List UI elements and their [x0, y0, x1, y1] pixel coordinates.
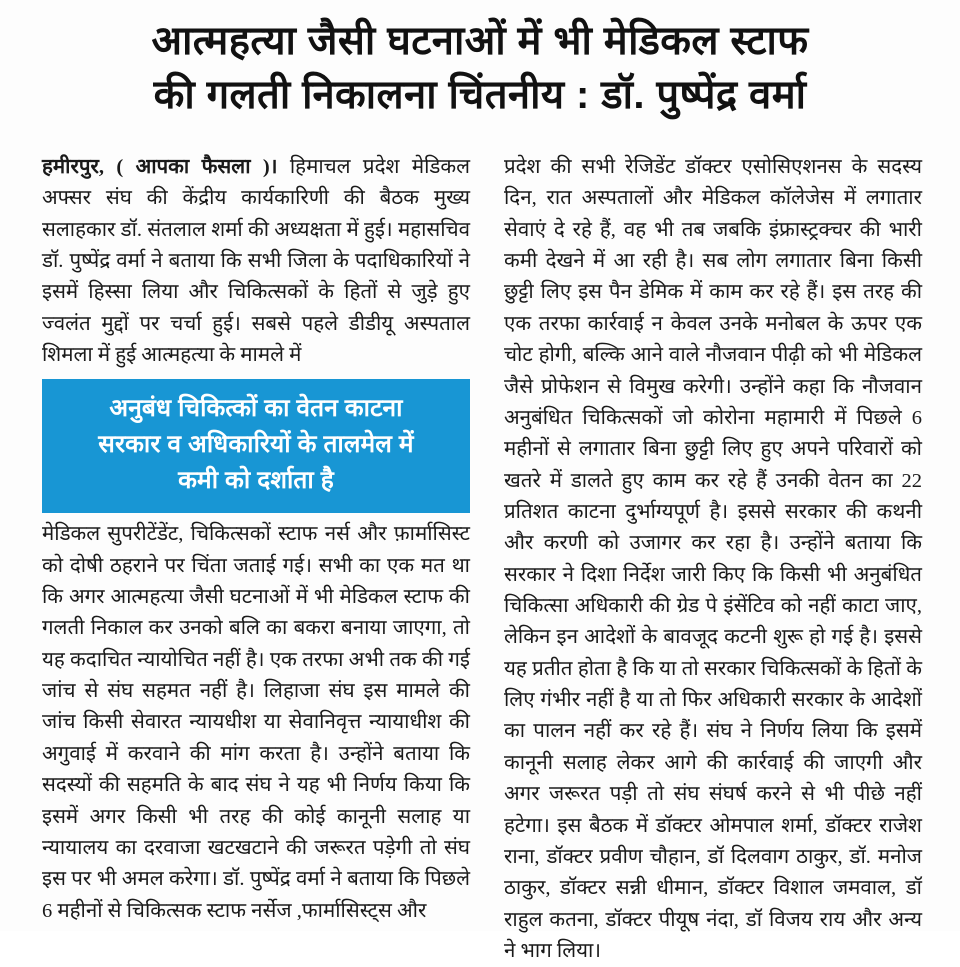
pull-quote-line-1: अनुबंध चिकित्कों का वेतन काटना — [109, 394, 403, 422]
headline — [0, 0, 960, 129]
left-column-bottom-text: मेडिकल सुपरीटेंडेंट, चिकित्सकों स्टाफ नर्स और फ़ार्मासिस्ट को दोषी ठहराने पर चिंता जताई गई। सभी का एक मत था कि अगर आत्महत्या जैसी घटनाओं में भी मेडिकल स्टाफ की गलती निकाल कर उनको बलि का बकरा बनाया जाएगा, तो यह कदाचित न्यायोचित नहीं है। एक तरफा अभी तक की गई जांच से संघ सहमत नहीं है। लिहाजा संघ इस मामले की जांच किसी सेवारत न्यायधीश या सेवानिवृत्त न्यायाधीश की अगुवाई में करवाने की मांग करता है। उन्होंने बताया कि सदस्यों की सहमति के बाद संघ ने यह भी निर्णय किया कि इसमें अगर किसी भी तरह की कोई कानूनी सलाह या न्यायालय का दरवाजा खटखटाने की जरूरत पड़ेगी तो संघ इस पर भी अमल करेगा। डॉ. पुष्पेंद्र वर्मा ने बताया कि पिछले 6 महीनों से चिकित्सक स्टाफ नर्सेज ,फार्मासिस्ट्स और — [42, 523, 470, 922]
left-column — [0, 152, 478, 927]
headline-line-1: आत्महत्या जैसी घटनाओं में भी मेडिकल स्टाफ — [151, 19, 809, 63]
pull-quote-box — [42, 379, 470, 514]
article-columns — [0, 152, 960, 962]
dateline: हमीरपुर, ( आपका फैसला )। — [42, 156, 278, 178]
pull-quote-line-2: सरकार व अधिकारियों के तालमेल में — [98, 430, 414, 458]
right-column-text: प्रदेश की सभी रेजिडेंट डॉक्टर एसोसिएशनस के सदस्य दिन, रात अस्पतालों और मेडिकल कॉलेजेस में लगातार सेवाएं दे रहे हैं, वह भी तब जबकि इंफ्रास्ट्रक्चर की भारी कमी देखने में आ रही है। सब लोग लगातार बिना किसी छुट्टी लिए इस पैन डेमिक में काम कर रहे हैं। इस तरह की एक तरफा कार्रवाई न केवल उनके मनोबल के ऊपर एक चोट होगी, बल्कि आने वाले नौजवान पीढ़ी को भी मेडिकल जैसे प्रोफेशन से विमुख करेगी। उन्होंने कहा कि नौजवान अनुबंधित चिकित्सकों जो कोरोना महामारी में पिछले 6 महीनों से लगातार बिना छुट्टी लिए हुए अपने परिवारों को खतरे में डालते हुए काम कर रहे हैं उनकी वेतन का 22 प्रतिशत काटना दुर्भाग्यपूर्ण है। इससे सरकार की कथनी और करणी को उजागर कर रहा है। उन्होंने बताया कि सरकार ने दिशा निर्देश जारी किए कि किसी भी अनुबंधित चिकित्सा अधिकारी की ग्रेड पे इंसेंटिव को नहीं काटा जाए, लेकिन इन आदेशों के बावजूद कटनी शुरू हो गई है। इससे यह प्रतीत होता है कि या तो सरकार चिकित्सकों के हितों के लिए गंभीर नहीं है या तो फिर अधिकारी सरकार के आदेशों का पालन नहीं कर रहे हैं। संघ ने निर्णय लिया कि इसमें कानूनी सलाह लेकर आगे की कार्रवाई की जाएगी और अगर जरूरत पड़ी तो संघ संघर्ष करने से भी पीछे नहीं हटेगा। इस बैठक में डॉक्टर ओमपाल शर्मा, डॉक्टर राजेश राना, डॉक्टर प्रवीण चौहान, डॉ दिलवाग ठाकुर, डॉ. मनोज ठाकुर, डॉक्टर सन्नी धीमान, डॉक्टर विशाल जमवाल, डॉ राहुल कतना, डॉक्टर पीयूष नंदा, डॉ विजय राय और अन्य ने भाग लिया। — [504, 156, 922, 962]
pull-quote-line-3: कमी को दर्शाता है — [178, 467, 334, 495]
left-column-opening-paragraph — [42, 152, 470, 372]
right-column — [478, 152, 960, 967]
left-column-top-text: हिमाचल प्रदेश मेडिकल अफ्सर संघ की केंद्रीय कार्यकारिणी की बैठक मुख्य सलाहकार डॉ. संतलाल शर्मा की अध्यक्षता में हुई। महासचिव डॉ. पुष्पेंद्र वर्मा ने बताया कि सभी जिला के पदाधिकारियों ने इसमें हिस्सा लिया और चिकित्सकों के हितों से जुड़े हुए ज्वलंत मुद्दों पर चर्चा हुई। सबसे पहले डीडीयू अस्पताल शिमला में हुई आत्महत्या के मामले में — [42, 156, 470, 367]
headline-line-2: की गलती निकालना चिंतनीय : डॉ. पुष्पेंद्र वर्मा — [153, 73, 807, 118]
